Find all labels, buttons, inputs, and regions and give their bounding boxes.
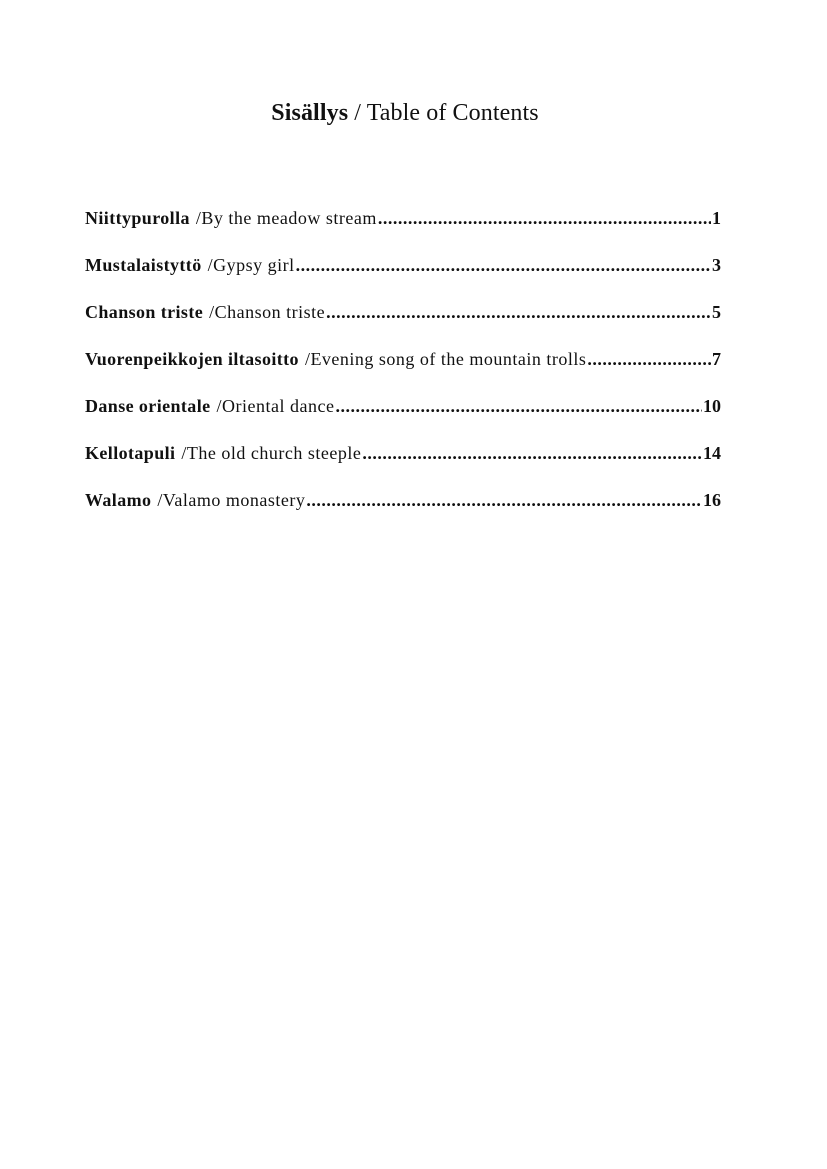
toc-entry-finnish-title: Vuorenpeikkojen iltasoitto: [85, 349, 299, 369]
toc-entry-page-number: 10: [703, 396, 721, 416]
toc-entry[interactable]: [85, 490, 721, 537]
toc-entry-page-number: 5: [712, 302, 721, 322]
dot-leader: [587, 349, 711, 370]
title-english: Table of Contents: [366, 100, 539, 126]
toc-entry-page-number: 16: [703, 490, 721, 510]
toc-entry-page-number: 1: [712, 208, 721, 228]
title-separator: /: [354, 100, 362, 126]
dot-leader: [296, 255, 711, 276]
toc-entry-finnish-title: Niittypurolla: [85, 208, 190, 228]
dot-leader: [362, 443, 702, 464]
toc-entry-english-title: /Valamo monastery: [157, 490, 306, 510]
toc-entry-english-title: /Chanson triste: [209, 302, 326, 322]
toc-entry-finnish-title: Walamo: [85, 490, 152, 510]
toc-entry-finnish-title: Kellotapuli: [85, 443, 176, 463]
toc-entry-finnish-title: Danse orientale: [85, 396, 211, 416]
toc-entry[interactable]: [85, 255, 721, 302]
toc-entry-english-title: /Evening song of the mountain trolls: [304, 349, 587, 369]
table-of-contents: [85, 208, 721, 537]
toc-entry[interactable]: [85, 208, 721, 255]
toc-entry[interactable]: [85, 443, 721, 490]
toc-entry-english-title: /The old church steeple: [181, 443, 362, 463]
toc-entry-page-number: 7: [712, 349, 721, 369]
toc-entry-finnish-title: Mustalaistyttö: [85, 255, 202, 275]
dot-leader: [306, 490, 702, 511]
toc-entry-page-number: 14: [703, 443, 721, 463]
toc-entry-page-number: 3: [712, 255, 721, 275]
toc-entry[interactable]: [85, 396, 721, 443]
toc-entry-english-title: /Oriental dance: [216, 396, 335, 416]
toc-entry[interactable]: [85, 302, 721, 349]
title-finnish: Sisällys: [271, 100, 349, 126]
page-title: [0, 100, 810, 127]
toc-entry-english-title: /By the meadow stream: [195, 208, 377, 228]
toc-entry-english-title: /Gypsy girl: [207, 255, 295, 275]
dot-leader: [378, 208, 711, 229]
dot-leader: [326, 302, 711, 323]
toc-entry[interactable]: [85, 349, 721, 396]
dot-leader: [335, 396, 702, 417]
toc-entry-finnish-title: Chanson triste: [85, 302, 204, 322]
